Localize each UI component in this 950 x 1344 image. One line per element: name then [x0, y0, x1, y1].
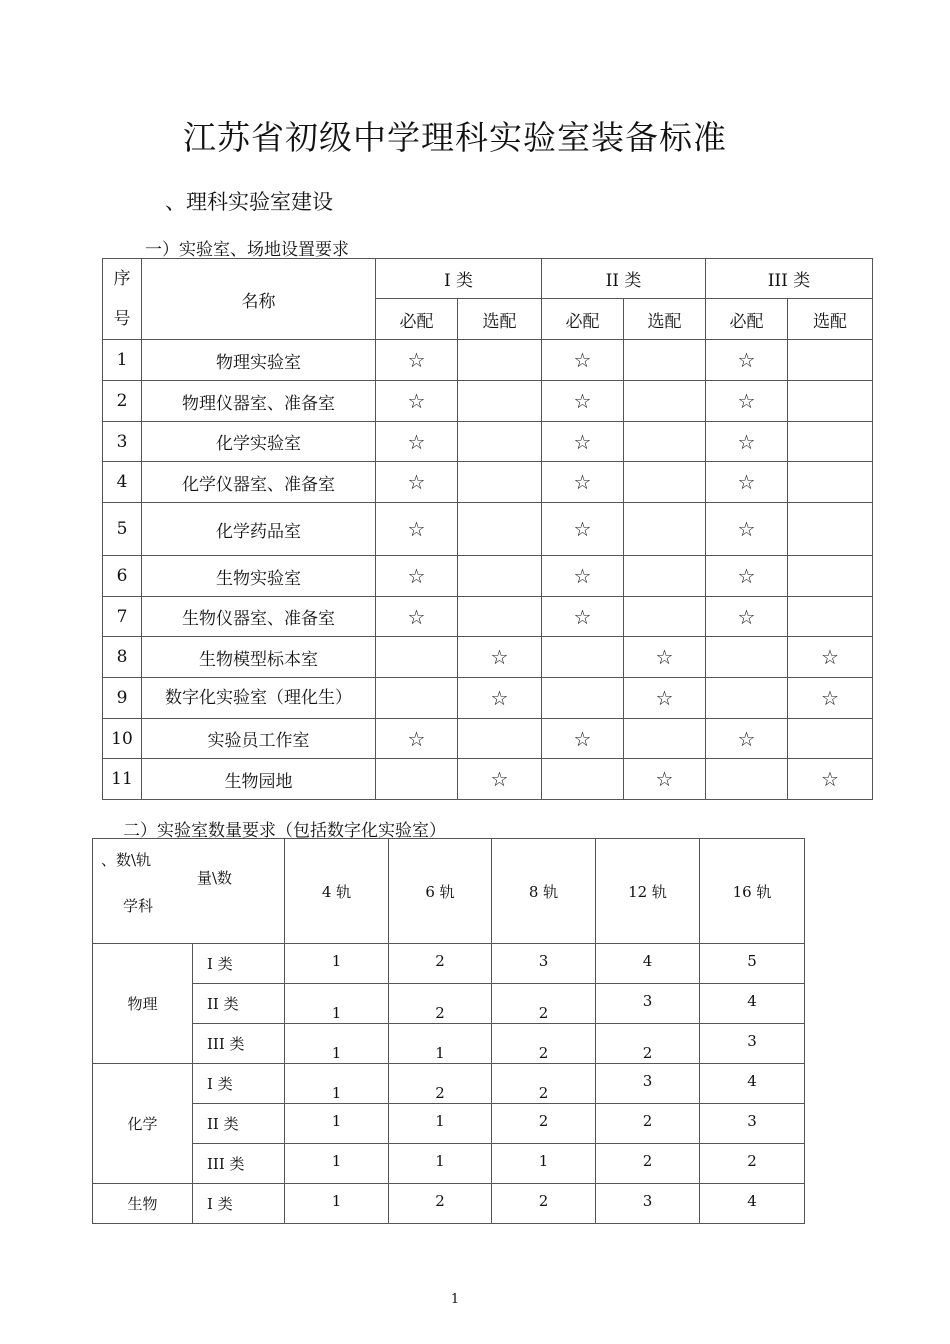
row-number: 7: [103, 597, 142, 637]
quantity-cell: 1: [389, 1024, 492, 1064]
row-name: 化学药品室: [142, 503, 376, 556]
mark-cell: [458, 503, 542, 556]
mark-cell: [624, 422, 706, 462]
row-number: 1: [103, 340, 142, 381]
mark-cell: [542, 759, 624, 800]
table-row: [103, 340, 873, 381]
table-row: [103, 556, 873, 597]
mark-cell: ☆: [542, 719, 624, 759]
table-row: [93, 1144, 805, 1184]
category-cell: I 类: [193, 1064, 285, 1104]
mark-cell: [458, 340, 542, 381]
quantity-cell: 1: [285, 944, 389, 984]
row-name: 数字化实验室（理化生）: [142, 678, 376, 719]
mark-cell: [788, 556, 873, 597]
mark-cell: [624, 597, 706, 637]
corner-label-c: 学科: [123, 897, 154, 915]
mark-cell: ☆: [458, 678, 542, 719]
mark-cell: ☆: [624, 678, 706, 719]
header-optional: 选配: [624, 299, 706, 340]
mark-cell: ☆: [706, 556, 788, 597]
mark-cell: [458, 422, 542, 462]
quantity-cell: 3: [596, 1184, 700, 1224]
document-title: 江苏省初级中学理科实验室装备标准: [183, 118, 727, 157]
header-name: 名称: [142, 259, 376, 340]
mark-cell: ☆: [706, 381, 788, 422]
quantity-cell: 2: [492, 1064, 596, 1104]
header-category-1: I 类: [376, 259, 542, 299]
category-cell: I 类: [193, 944, 285, 984]
row-name: 实验员工作室: [142, 719, 376, 759]
quantity-cell: 3: [492, 944, 596, 984]
row-name: 生物模型标本室: [142, 637, 376, 678]
lab-setup-table: [102, 258, 873, 800]
mark-cell: [542, 678, 624, 719]
table-row: [103, 381, 873, 422]
track-header: 8 轨: [492, 839, 596, 944]
row-number: 6: [103, 556, 142, 597]
mark-cell: [706, 759, 788, 800]
quantity-cell: 1: [285, 1104, 389, 1144]
mark-cell: ☆: [788, 759, 873, 800]
category-cell: I 类: [193, 1184, 285, 1224]
header-optional: 选配: [458, 299, 542, 340]
mark-cell: [706, 678, 788, 719]
quantity-cell: 2: [700, 1144, 805, 1184]
quantity-cell: 2: [389, 1064, 492, 1104]
header-required: 必配: [376, 299, 458, 340]
row-number: 11: [103, 759, 142, 800]
table-row: [93, 984, 805, 1024]
category-cell: II 类: [193, 984, 285, 1024]
row-number: 8: [103, 637, 142, 678]
mark-cell: [458, 381, 542, 422]
mark-cell: ☆: [376, 462, 458, 503]
quantity-cell: 2: [596, 1144, 700, 1184]
mark-cell: ☆: [376, 503, 458, 556]
quantity-cell: 1: [285, 1024, 389, 1064]
mark-cell: [624, 556, 706, 597]
mark-cell: ☆: [542, 381, 624, 422]
row-name: 生物实验室: [142, 556, 376, 597]
mark-cell: [788, 422, 873, 462]
mark-cell: ☆: [788, 678, 873, 719]
category-cell: II 类: [193, 1104, 285, 1144]
row-number: 3: [103, 422, 142, 462]
quantity-cell: 4: [700, 1064, 805, 1104]
row-name: 化学实验室: [142, 422, 376, 462]
category-cell: III 类: [193, 1024, 285, 1064]
row-number: 9: [103, 678, 142, 719]
header-category-2: II 类: [542, 259, 706, 299]
mark-cell: ☆: [376, 597, 458, 637]
track-header: 12 轨: [596, 839, 700, 944]
corner-label-a: 、数\轨: [101, 851, 152, 869]
mark-cell: [788, 381, 873, 422]
track-header: 6 轨: [389, 839, 492, 944]
lab-quantity-table: [92, 838, 805, 1224]
header-seq: 序号: [103, 259, 142, 340]
quantity-cell: 4: [700, 984, 805, 1024]
mark-cell: ☆: [376, 422, 458, 462]
quantity-cell: 1: [285, 1184, 389, 1224]
table-row: [103, 637, 873, 678]
mark-cell: [542, 637, 624, 678]
quantity-cell: 5: [700, 944, 805, 984]
quantity-cell: 2: [596, 1024, 700, 1064]
mark-cell: ☆: [542, 597, 624, 637]
track-header: 16 轨: [700, 839, 805, 944]
quantity-cell: 2: [389, 984, 492, 1024]
mark-cell: [376, 678, 458, 719]
table-row: [103, 503, 873, 556]
quantity-cell: 4: [700, 1184, 805, 1224]
mark-cell: ☆: [706, 503, 788, 556]
quantity-cell: 3: [700, 1024, 805, 1064]
mark-cell: ☆: [624, 637, 706, 678]
subsection-heading-2: 二）实验室数量要求（包括数字化实验室）: [123, 821, 446, 841]
quantity-cell: 1: [285, 1064, 389, 1104]
quantity-cell: 1: [492, 1144, 596, 1184]
mark-cell: [458, 462, 542, 503]
table-row: [103, 597, 873, 637]
quantity-cell: 2: [389, 944, 492, 984]
mark-cell: ☆: [706, 462, 788, 503]
page-number: 1: [450, 1292, 460, 1307]
category-cell: III 类: [193, 1144, 285, 1184]
table-row: [93, 1184, 805, 1224]
header-required: 必配: [706, 299, 788, 340]
table-row: [93, 1024, 805, 1064]
row-name: 生物仪器室、准备室: [142, 597, 376, 637]
mark-cell: [458, 556, 542, 597]
mark-cell: ☆: [458, 759, 542, 800]
quantity-cell: 1: [389, 1144, 492, 1184]
mark-cell: ☆: [706, 719, 788, 759]
quantity-cell: 2: [492, 1024, 596, 1064]
mark-cell: [624, 462, 706, 503]
mark-cell: ☆: [376, 381, 458, 422]
mark-cell: ☆: [542, 422, 624, 462]
mark-cell: [624, 340, 706, 381]
mark-cell: ☆: [624, 759, 706, 800]
quantity-cell: 3: [700, 1104, 805, 1144]
quantity-cell: 3: [596, 1064, 700, 1104]
row-name: 物理实验室: [142, 340, 376, 381]
quantity-cell: 2: [492, 984, 596, 1024]
quantity-cell: 2: [492, 1104, 596, 1144]
table-row: [93, 1104, 805, 1144]
mark-cell: ☆: [542, 556, 624, 597]
mark-cell: [624, 719, 706, 759]
subject-cell: 化学: [93, 1064, 193, 1184]
quantity-cell: 2: [492, 1184, 596, 1224]
header-optional: 选配: [788, 299, 873, 340]
subject-cell: 物理: [93, 944, 193, 1064]
table-row: [103, 422, 873, 462]
mark-cell: ☆: [376, 719, 458, 759]
mark-cell: [624, 503, 706, 556]
mark-cell: [458, 597, 542, 637]
row-number: 10: [103, 719, 142, 759]
quantity-cell: 1: [285, 984, 389, 1024]
mark-cell: [706, 637, 788, 678]
mark-cell: ☆: [788, 637, 873, 678]
mark-cell: ☆: [542, 462, 624, 503]
corner-header: [93, 839, 285, 944]
mark-cell: [788, 503, 873, 556]
mark-cell: ☆: [706, 340, 788, 381]
row-name: 物理仪器室、准备室: [142, 381, 376, 422]
mark-cell: [624, 381, 706, 422]
mark-cell: [458, 719, 542, 759]
row-number: 2: [103, 381, 142, 422]
table-row: [93, 944, 805, 984]
table-row: [103, 759, 873, 800]
mark-cell: [788, 597, 873, 637]
quantity-cell: 4: [596, 944, 700, 984]
table-row: [103, 678, 873, 719]
mark-cell: [788, 340, 873, 381]
row-name: 生物园地: [142, 759, 376, 800]
mark-cell: [376, 759, 458, 800]
table-row: [103, 462, 873, 503]
corner-label-b: 量\数: [197, 869, 233, 887]
row-number: 5: [103, 503, 142, 556]
quantity-cell: 1: [389, 1104, 492, 1144]
mark-cell: ☆: [706, 422, 788, 462]
mark-cell: [376, 637, 458, 678]
header-category-3: III 类: [706, 259, 873, 299]
table-row: [103, 719, 873, 759]
quantity-cell: 2: [596, 1104, 700, 1144]
header-required: 必配: [542, 299, 624, 340]
row-name: 化学仪器室、准备室: [142, 462, 376, 503]
mark-cell: [788, 462, 873, 503]
mark-cell: ☆: [706, 597, 788, 637]
quantity-cell: 2: [389, 1184, 492, 1224]
mark-cell: ☆: [458, 637, 542, 678]
mark-cell: ☆: [542, 503, 624, 556]
subsection-heading-1: 一）实验室、场地设置要求: [145, 240, 349, 260]
mark-cell: ☆: [542, 340, 624, 381]
row-number: 4: [103, 462, 142, 503]
mark-cell: ☆: [376, 556, 458, 597]
table-row: [93, 1064, 805, 1104]
mark-cell: ☆: [376, 340, 458, 381]
mark-cell: [788, 719, 873, 759]
quantity-cell: 3: [596, 984, 700, 1024]
subject-cell: 生物: [93, 1184, 193, 1224]
quantity-cell: 1: [285, 1144, 389, 1184]
track-header: 4 轨: [285, 839, 389, 944]
section-heading: 、理科实验室建设: [165, 190, 333, 214]
